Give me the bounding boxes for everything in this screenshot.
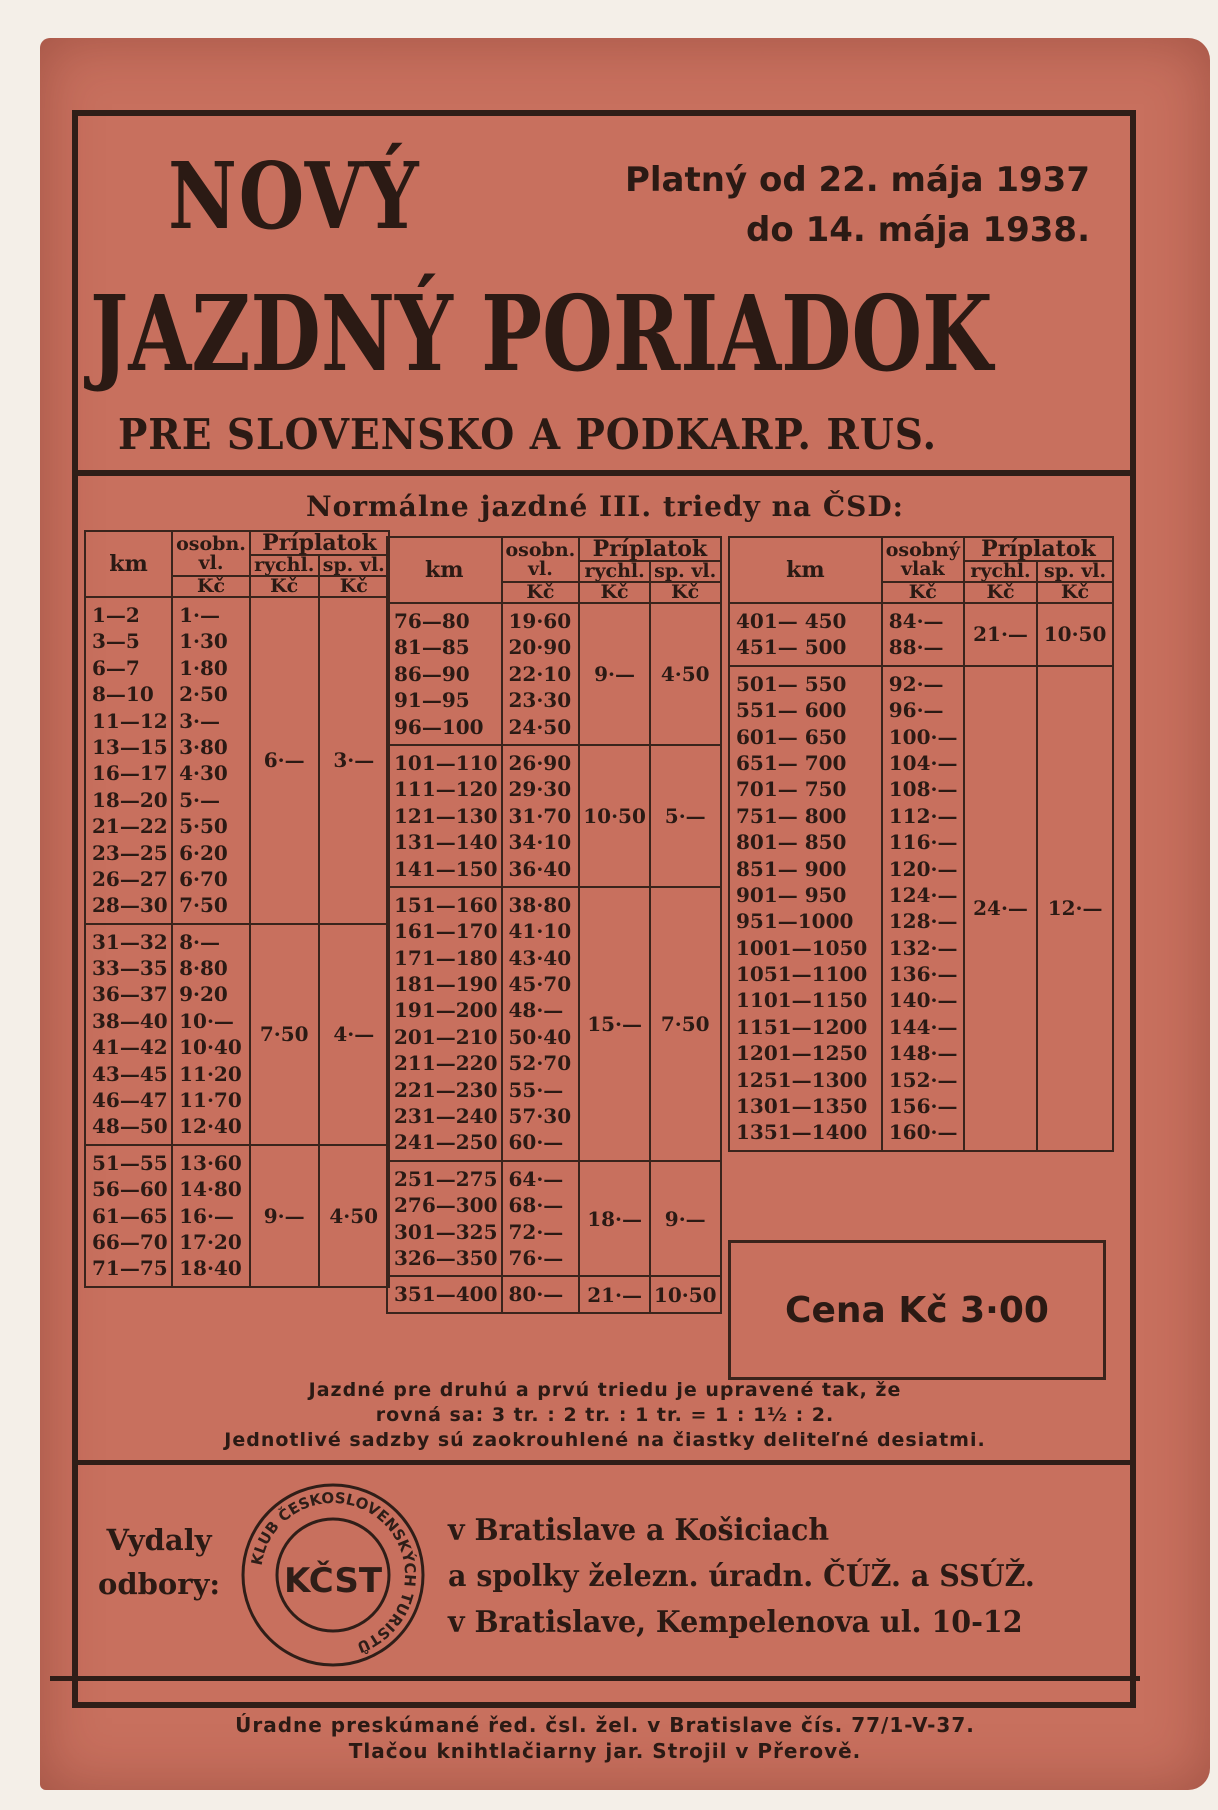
title-line-2: JAZDNÝ PORIADOK [90,272,993,395]
divider-bottom [50,1676,1140,1681]
distance-range: 131—140 [394,830,498,855]
fast-train-surcharge: 10·50 [650,1276,721,1312]
header-surcharge: Príplatok [964,537,1113,561]
divider-top [78,470,1130,476]
subtitle: PRE SLOVENSKO A PODKARP. RUS. [118,410,938,459]
distance-range: 501— 550 [736,671,847,696]
fare-value: 80·— [508,1282,564,1307]
fare-value: 3·80 [179,734,228,759]
distance-range: 11—12 [92,708,168,733]
fast-train-surcharge: 12·— [1037,666,1113,1151]
header-currency: Kč [172,576,250,597]
emblem-ring-text: KLUB ČESKOSLOVENSKÝCH TURISTŮ [247,1488,420,1657]
distance-range: 43—45 [92,1061,168,1086]
fare-value: 41·10 [508,919,572,944]
distance-range: 1151—1200 [736,1014,868,1039]
fast-train-surcharge: 9·— [650,1161,721,1277]
publisher-line-3: v Bratislave, Kempelenova ul. 10-12 [448,1605,1023,1640]
distance-range: 81—85 [394,635,470,660]
distance-range: 101—110 [394,750,498,775]
imprint-line-1: Úradne preskúmané řed. čsl. žel. v Bratislave čís. 77/1-V-37. [235,1713,975,1737]
fast-train-surcharge: 3·— [319,597,389,924]
fare-value: 8·— [179,929,221,954]
fare-value: 100·— [888,724,958,749]
fare-value: 152·— [888,1067,958,1092]
fare-value: 11·70 [179,1088,242,1113]
distance-range: 651— 700 [736,750,847,775]
fare-value: 144·— [888,1014,958,1039]
distance-range: 61—65 [92,1203,168,1228]
validity-to: do 14. mája 1938. [746,210,1090,250]
note-line-1: Jazdné pre druhú a prvú triedu je upravené tak, že [308,1379,902,1401]
fare-value: 1·30 [179,629,228,654]
class-ratio-note [80,1378,1130,1453]
fare-value: 60·— [508,1130,564,1155]
distance-range: 276—300 [394,1193,498,1218]
distance-range: 1051—1100 [736,962,868,987]
fare-value: 12·40 [179,1114,242,1139]
publisher-line-2: a spolky železn. úradn. ČÚŽ. a SSÚŽ. [448,1559,1035,1594]
fare-value: 57·30 [508,1104,572,1129]
distance-range: 33—35 [92,956,168,981]
fare-value: 92·— [888,671,944,696]
header-passenger-train: osobn. vl. [502,537,580,582]
fare-value: 84·— [888,609,944,633]
imprint-line-2: Tlačou knihtlačiarny jar. Strojil v Přerově. [348,1739,862,1763]
fare-value: 120·— [888,856,958,881]
fare-value: 6·20 [179,840,228,865]
header-currency: Kč [579,582,650,603]
distance-range: 48—50 [92,1114,168,1139]
distance-range: 1101—1150 [736,988,868,1013]
distance-range: 301—325 [394,1219,498,1244]
fare-value: 48·— [508,998,564,1023]
fare-value: 76·— [508,1245,564,1270]
fast-train-surcharge: 4·50 [650,603,721,745]
distance-range: 46—47 [92,1088,168,1113]
distance-range: 1—2 [92,603,140,627]
distance-range: 201—210 [394,1024,498,1049]
fare-table-1 [84,530,390,1288]
distance-range: 121—130 [394,803,498,828]
header-currency: Kč [250,576,319,597]
fare-group [387,745,721,887]
distance-range: 71—75 [92,1256,168,1281]
fare-value: 6·70 [179,866,228,891]
validity-period [570,155,1090,255]
fare-group [85,597,389,924]
fare-value: 96·— [888,698,944,723]
fare-value: 5·50 [179,814,228,839]
title-line-1: NOVÝ [168,142,421,250]
distance-range: 401— 450 [736,609,847,633]
header-fast-train: sp. vl. [319,555,389,576]
fare-table-3 [728,536,1114,1152]
header-currency: Kč [319,576,389,597]
distance-range: 551— 600 [736,698,847,723]
express-surcharge: 9·— [250,1145,319,1287]
distance-range: 38—40 [92,1008,168,1033]
fare-value: 7·50 [179,893,228,918]
distance-range: 56—60 [92,1177,168,1202]
fare-value: 26·90 [508,750,572,775]
fare-value: 10·40 [179,1035,242,1060]
express-surcharge: 21·— [579,1276,650,1312]
fare-value: 72·— [508,1219,564,1244]
distance-range: 111—120 [394,777,498,802]
fare-value: 29·30 [508,777,572,802]
express-surcharge: 24·— [964,666,1037,1151]
fare-value: 148·— [888,1041,958,1066]
fare-value: 140·— [888,988,958,1013]
fare-value: 1·80 [179,655,228,680]
fare-value: 9·20 [179,982,228,1007]
divider-middle [78,1460,1130,1465]
distance-range: 21—22 [92,814,168,839]
fare-value: 20·90 [508,635,572,660]
fare-value: 34·10 [508,830,572,855]
note-line-3: Jednotlivé sadzby sú zaokrouhlené na čiastky deliteľné desiatmi. [224,1429,986,1451]
distance-range: 211—220 [394,1051,498,1076]
distance-range: 181—190 [394,972,498,997]
fare-value: 160·— [888,1120,958,1145]
distance-range: 8—10 [92,682,154,707]
fare-value: 18·40 [179,1256,242,1281]
distance-range: 86—90 [394,661,470,686]
fare-value: 24·50 [508,714,572,739]
fare-value: 128·— [888,909,958,934]
header-currency: Kč [1037,582,1113,603]
distance-range: 351—400 [394,1282,498,1307]
fare-value: 14·80 [179,1177,242,1202]
distance-range: 161—170 [394,919,498,944]
header-surcharge: Príplatok [250,531,389,555]
fare-group [387,887,721,1161]
fare-value: 3·— [179,708,221,733]
distance-range: 6—7 [92,655,140,680]
distance-range: 251—275 [394,1166,498,1191]
distance-range: 16—17 [92,761,168,786]
express-surcharge: 21·— [964,603,1037,666]
fast-train-surcharge: 7·50 [650,887,721,1161]
distance-range: 96—100 [394,714,484,739]
distance-range: 28—30 [92,893,168,918]
emblem-monogram: KČST [283,1561,383,1601]
publisher-label-line-2: odbory: [98,1567,221,1601]
header-currency: Kč [882,582,964,603]
header-fast-train: sp. vl. [1037,561,1113,582]
fast-train-surcharge: 4·50 [319,1145,389,1287]
validity-from: Platný od 22. mája 1937 [624,160,1090,200]
distance-range: 171—180 [394,945,498,970]
fare-value: 38·80 [508,892,572,917]
fare-value: 132·— [888,935,958,960]
fare-value: 11·20 [179,1061,242,1086]
header-currency: Kč [650,582,721,603]
distance-range: 41—42 [92,1035,168,1060]
fare-group [85,924,389,1145]
express-surcharge: 6·— [250,597,319,924]
fare-value: 43·40 [508,945,572,970]
distance-range: 31—32 [92,929,168,954]
fast-train-surcharge: 5·— [650,745,721,887]
distance-range: 51—55 [92,1150,168,1175]
fare-value: 108·— [888,777,958,802]
fare-value: 124·— [888,882,958,907]
distance-range: 221—230 [394,1077,498,1102]
header-fast-train: sp. vl. [650,561,721,582]
distance-range: 1351—1400 [736,1120,868,1145]
fare-value: 88·— [888,635,944,660]
cover-price: Cena Kč 3·00 [785,1289,1049,1331]
fare-value: 8·80 [179,956,228,981]
distance-range: 23—25 [92,840,168,865]
distance-range: 13—15 [92,734,168,759]
publisher-label [98,1518,220,1606]
fare-group [387,603,721,745]
distance-range: 191—200 [394,998,498,1023]
distance-range: 1301—1350 [736,1094,868,1119]
distance-range: 1201—1250 [736,1041,868,1066]
header-express: rychl. [964,561,1037,582]
express-surcharge: 10·50 [579,745,650,887]
header-km: km [729,537,882,603]
header-passenger-train: osobný vlak [882,537,964,582]
distance-range: 1001—1050 [736,935,868,960]
header-currency: Kč [964,582,1037,603]
fare-group [729,603,1113,666]
fare-value: 16·— [179,1203,234,1228]
distance-range: 26—27 [92,866,168,891]
kcst-emblem-icon [238,1480,428,1670]
distance-range: 66—70 [92,1229,168,1254]
fare-value: 116·— [888,830,958,855]
fare-value: 31·70 [508,803,572,828]
note-line-2: rovná sa: 3 tr. : 2 tr. : 1 tr. = 1 : 1½ : 2. [375,1404,835,1426]
distance-range: 326—350 [394,1245,498,1270]
imprint [80,1712,1130,1764]
distance-range: 3—5 [92,629,140,654]
fare-value: 45·70 [508,972,572,997]
fare-group [387,1161,721,1277]
fare-value: 64·— [508,1166,564,1191]
distance-range: 951—1000 [736,909,854,934]
fare-value: 136·— [888,962,958,987]
fare-value: 1·— [179,603,221,627]
express-surcharge: 15·— [579,887,650,1161]
fares-heading: Normálne jazdné III. triedy na ČSD: [306,490,904,523]
fare-value: 50·40 [508,1024,572,1049]
fare-value: 2·50 [179,682,228,707]
fare-value: 10·— [179,1008,234,1033]
fare-group [387,1276,721,1312]
header-passenger-train: osobn. vl. [172,531,250,576]
header-surcharge: Príplatok [579,537,720,561]
express-surcharge: 18·— [579,1161,650,1277]
fare-table-2 [386,536,722,1314]
distance-range: 76—80 [394,609,470,633]
distance-range: 751— 800 [736,803,847,828]
header-km: km [387,537,502,603]
fare-value: 22·10 [508,661,572,686]
fare-value: 68·— [508,1193,564,1218]
distance-range: 901— 950 [736,882,847,907]
distance-range: 18—20 [92,787,168,812]
distance-range: 91—95 [394,688,470,713]
fare-value: 4·30 [179,761,228,786]
header-express: rychl. [579,561,650,582]
fare-value: 112·— [888,803,958,828]
express-surcharge: 9·— [579,603,650,745]
fare-value: 5·— [179,787,221,812]
distance-range: 701— 750 [736,777,847,802]
distance-range: 451— 500 [736,635,847,660]
distance-range: 231—240 [394,1104,498,1129]
distance-range: 36—37 [92,982,168,1007]
fare-value: 55·— [508,1077,564,1102]
distance-range: 851— 900 [736,856,847,881]
fare-value: 23·30 [508,688,572,713]
express-surcharge: 7·50 [250,924,319,1145]
distance-range: 141—150 [394,856,498,881]
publisher-text [448,1508,1035,1646]
distance-range: 801— 850 [736,830,847,855]
header-km: km [85,531,172,597]
distance-range: 241—250 [394,1130,498,1155]
distance-range: 601— 650 [736,724,847,749]
fare-group [85,1145,389,1287]
header-express: rychl. [250,555,319,576]
fast-train-surcharge: 10·50 [1037,603,1113,666]
fare-group [729,666,1113,1151]
fare-value: 104·— [888,750,958,775]
fare-value: 156·— [888,1094,958,1119]
fare-value: 52·70 [508,1051,572,1076]
fare-value: 17·20 [179,1229,242,1254]
publisher-line-1: v Bratislave a Košiciach [448,1513,830,1548]
distance-range: 1251—1300 [736,1067,868,1092]
fast-train-surcharge: 4·— [319,924,389,1145]
fare-value: 36·40 [508,856,572,881]
fare-value: 19·60 [508,609,572,633]
price-box [728,1240,1106,1380]
header-currency: Kč [502,582,580,603]
distance-range: 151—160 [394,892,498,917]
fare-value: 13·60 [179,1150,242,1175]
publisher-label-line-1: Vydaly [106,1523,212,1557]
